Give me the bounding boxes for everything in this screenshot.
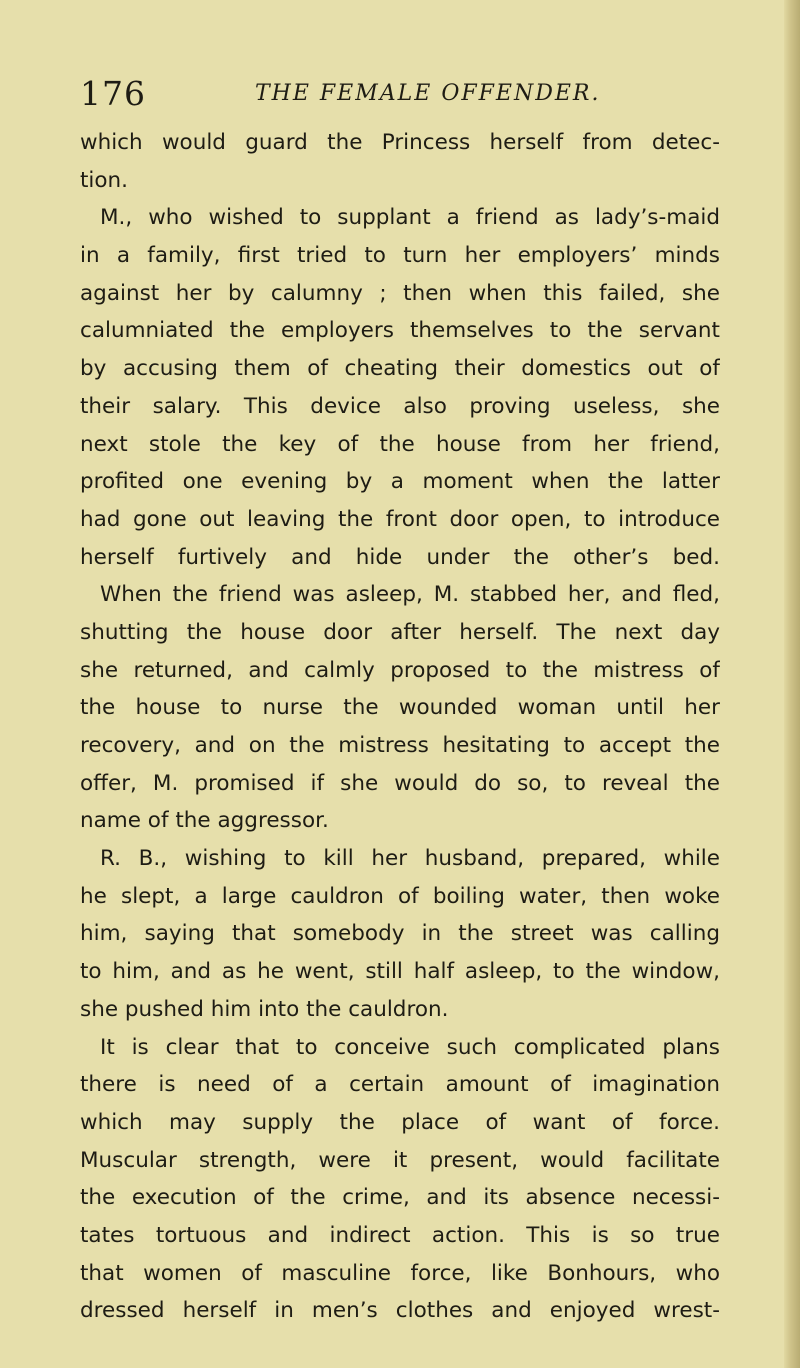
text-line: It is clear that to conceive such complicated plans xyxy=(100,1034,720,1060)
text-line: she returned, and calmly proposed to the mistress of xyxy=(80,657,720,683)
text-line: which may supply the place of want of force. xyxy=(80,1109,720,1135)
text-line: calumniated the employers themselves to the servant xyxy=(80,318,720,344)
text-line: he slept, a large cauldron of boiling water, then woke xyxy=(80,883,720,909)
page-header xyxy=(80,72,720,116)
text-line: shutting the house door after herself. The next day xyxy=(80,619,720,645)
text-line: When the friend was asleep, M. stabbed her, and fled, xyxy=(100,582,720,608)
body-text xyxy=(80,124,720,1330)
text-line: she pushed him into the cauldron. xyxy=(80,996,449,1022)
text-line: herself furtively and hide under the other’s bed. xyxy=(80,544,720,570)
text-line: the execution of the crime, and its absence necessi- xyxy=(80,1185,720,1211)
text-line: to him, and as he went, still half asleep, to the window, xyxy=(80,959,720,985)
text-line: tion. xyxy=(80,167,129,193)
text-line: which would guard the Princess herself from detec- xyxy=(80,130,720,155)
text-line: by accusing them of cheating their domestics out of xyxy=(80,356,720,382)
text-line: in a family, first tried to turn her employers’ minds xyxy=(80,243,720,269)
text-line: there is need of a certain amount of imagination xyxy=(80,1072,720,1098)
text-line: R. B., wishing to kill her husband, prepared, while xyxy=(100,846,720,872)
text-line: M., who wished to supplant a friend as lady’s-maid xyxy=(100,205,720,231)
page-number: 176 xyxy=(80,74,146,113)
text-line: name of the aggressor. xyxy=(80,808,329,834)
text-line: offer, M. promised if she would do so, to reveal the xyxy=(80,770,720,796)
text-line: that women of masculine force, like Bonhours, who xyxy=(80,1260,720,1286)
text-line: profited one evening by a moment when the latter xyxy=(80,469,720,495)
text-line: Muscular strength, were it present, would facilitate xyxy=(80,1147,720,1173)
running-head: THE FEMALE OFFENDER. xyxy=(255,81,601,106)
text-line: the house to nurse the wounded woman until her xyxy=(80,695,720,721)
text-line: against her by calumny ; then when this failed, she xyxy=(80,280,720,306)
text-line: their salary. This device also proving useless, she xyxy=(80,393,720,419)
text-line: him, saying that somebody in the street was calling xyxy=(80,921,720,947)
text-line: had gone out leaving the front door open, to introduce xyxy=(80,506,720,532)
text-line: next stole the key of the house from her friend, xyxy=(80,431,720,457)
text-line: recovery, and on the mistress hesitating to accept the xyxy=(80,733,720,758)
text-line: dressed herself in men’s clothes and enjoyed wrest- xyxy=(80,1298,720,1324)
page-edge xyxy=(784,0,800,1368)
text-line: tates tortuous and indirect action. This is so true xyxy=(80,1222,720,1248)
